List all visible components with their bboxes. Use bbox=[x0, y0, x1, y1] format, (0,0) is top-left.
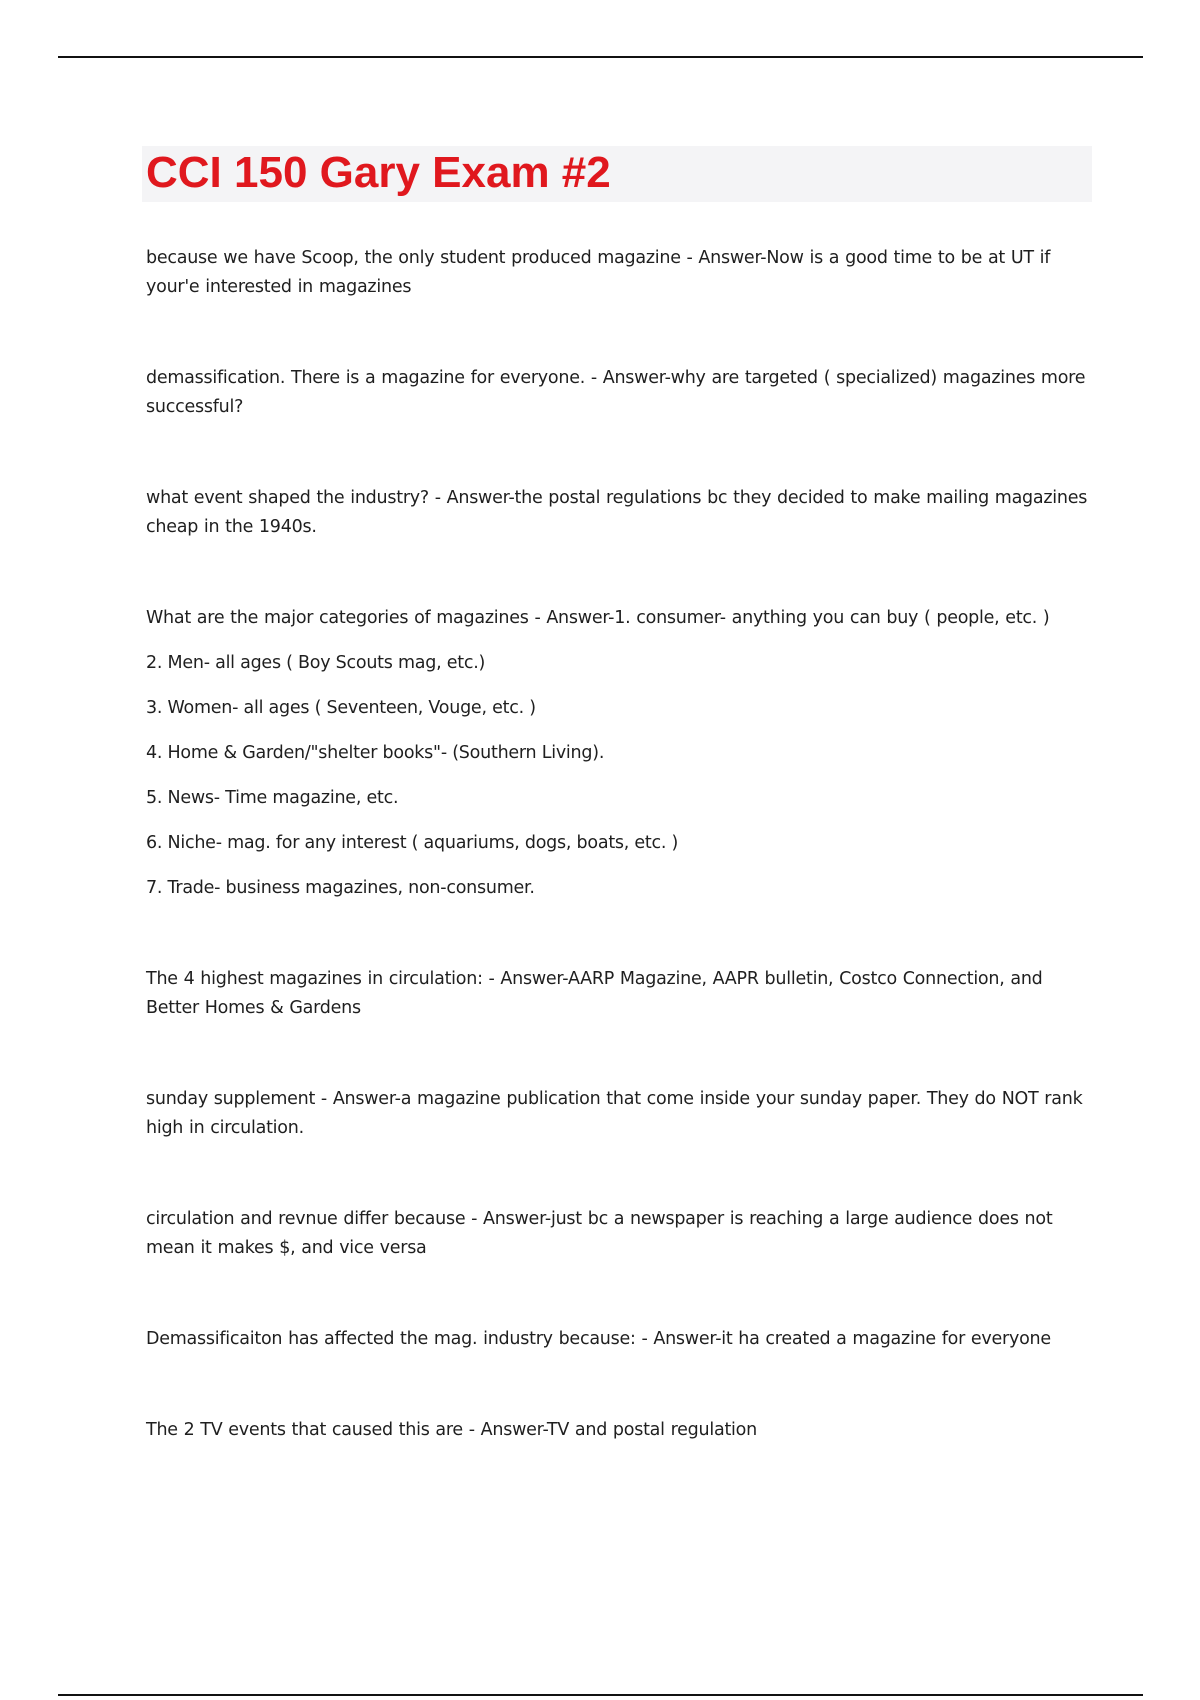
qa-entry: because we have Scoop, the only student produced magazine - Answer-Now is a good time to be at UT if your'e interested in magazines bbox=[146, 248, 1051, 297]
category-item: 7. Trade- business magazines, non-consumer. bbox=[146, 878, 535, 898]
document-body bbox=[146, 244, 1092, 1445]
categories-question: What are the major categories of magazines - Answer-1. consumer- anything you can buy ( people, etc. ) bbox=[146, 608, 1050, 628]
category-item: 3. Women- all ages ( Seventeen, Vouge, etc. ) bbox=[146, 698, 536, 718]
qa-entry: demassification. There is a magazine for everyone. - Answer-why are targeted ( specialized) magazines more successful? bbox=[146, 368, 1086, 417]
bottom-rule bbox=[58, 1694, 1143, 1696]
qa-entry: what event shaped the industry? - Answer-the postal regulations bc they decided to make mailing magazines cheap in the 1940s. bbox=[146, 488, 1088, 537]
qa-entry: circulation and revnue differ because - Answer-just bc a newspaper is reaching a large audience does not mean it makes $, and vice versa bbox=[146, 1209, 1053, 1258]
category-item: 4. Home & Garden/"shelter books"- (Southern Living). bbox=[146, 743, 605, 763]
document-title: CCI 150 Gary Exam #2 bbox=[146, 148, 611, 197]
top-rule bbox=[58, 56, 1143, 58]
qa-entry: The 4 highest magazines in circulation: - Answer-AARP Magazine, AAPR bulletin, Costco Connection, and Better Homes & Gardens bbox=[146, 969, 1043, 1018]
category-item: 6. Niche- mag. for any interest ( aquariums, dogs, boats, etc. ) bbox=[146, 833, 679, 853]
qa-entry: Demassificaiton has affected the mag. industry because: - Answer-it ha created a magazine for everyone bbox=[146, 1329, 1051, 1349]
qa-entry: sunday supplement - Answer-a magazine publication that come inside your sunday paper. They do NOT rank high in circulation. bbox=[146, 1089, 1083, 1138]
qa-entry: The 2 TV events that caused this are - Answer-TV and postal regulation bbox=[146, 1420, 757, 1440]
categories-entry bbox=[146, 604, 1092, 903]
category-item: 2. Men- all ages ( Boy Scouts mag, etc.) bbox=[146, 653, 486, 673]
category-item: 5. News- Time magazine, etc. bbox=[146, 788, 399, 808]
